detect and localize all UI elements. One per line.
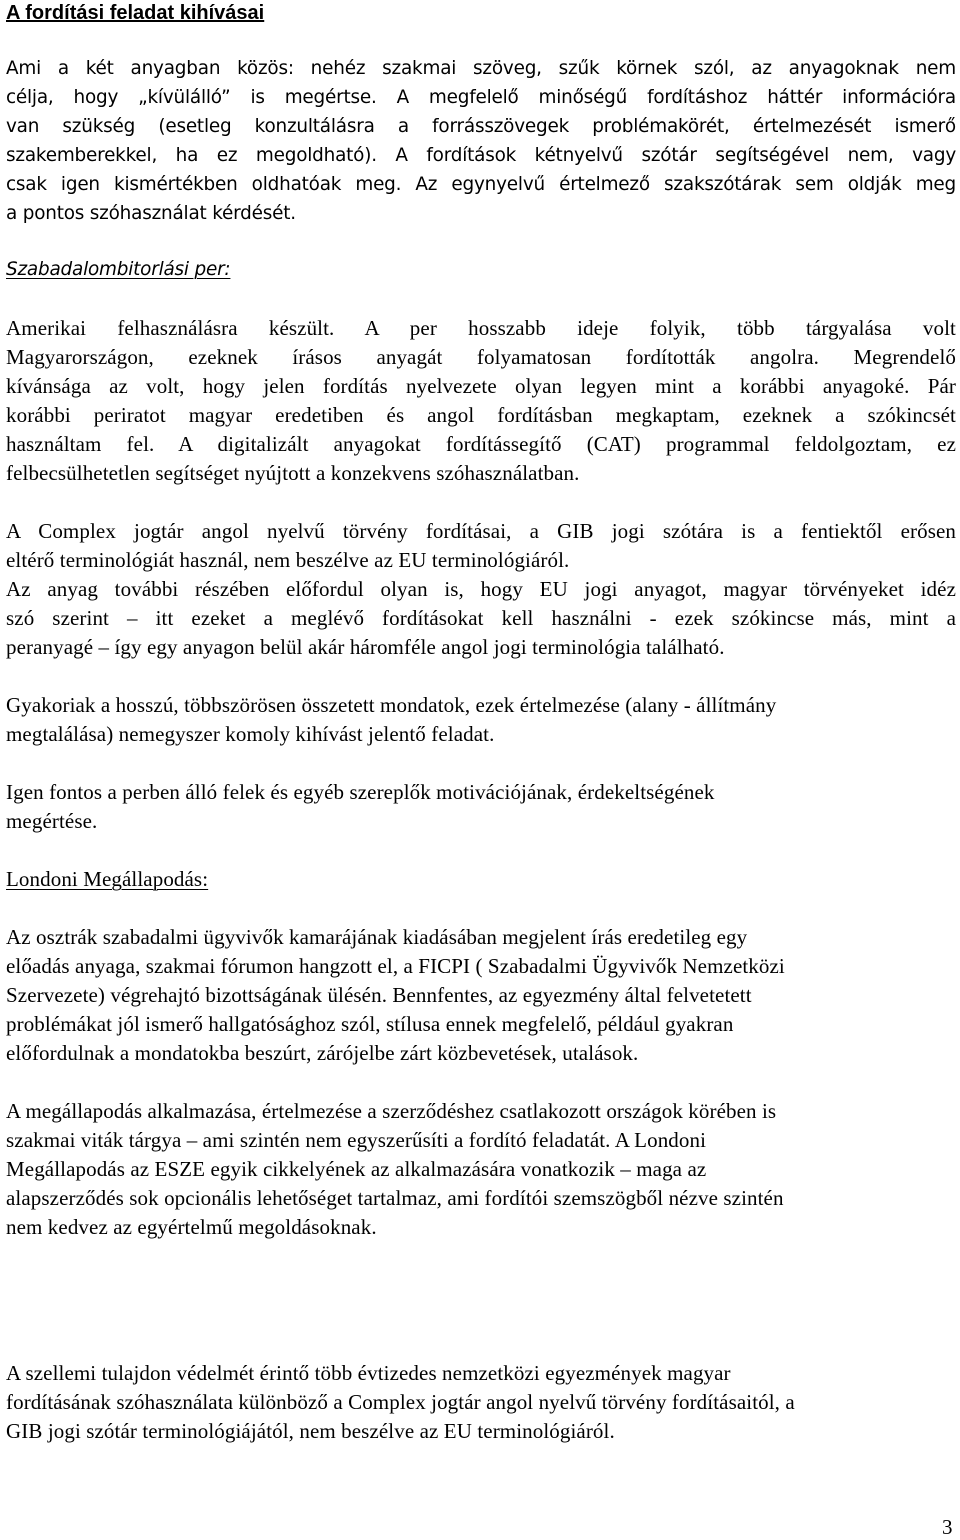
section1-p3-line: megtalálása) nemegyszer komoly kihívást jelentő feladat. (6, 722, 495, 746)
intro-line: van szükség (esetleg konzultálásra a forrásszövegek problémakörét, értelmezését ismerő (6, 116, 956, 137)
section1-p1-line: korábbi periratot magyar eredetiben és angol fordításban megkaptam, ezeknek a szókincsét (6, 403, 956, 427)
section2-p1-line: Szervezete) végrehajtó bizottságának ülésén. Bennfentes, az egyezmény által felvetetett (6, 983, 752, 1007)
page-number: 3 (942, 1515, 953, 1539)
section-heading-patent-infringement: Szabadalombitorlási per: (6, 259, 231, 280)
section1-p2-line: peranyagé – így egy anyagon belül akár háromféle angol jogi terminológia található. (6, 635, 725, 659)
intro-line: Ami a két anyagban közös: nehéz szakmai szöveg, szűk körnek szól, az anyagoknak nem (6, 58, 956, 79)
closing-line: A szellemi tulajdon védelmét érintő több évtizedes nemzetközi egyezmények magyar (6, 1361, 731, 1385)
section1-p2-line: szó szerint – itt ezeket a meglévő fordításokat kell használni - ezek szókincse más, mint a (6, 606, 956, 630)
section1-p2-line: Az anyag további részében előfordul olyan is, hogy EU jogi anyagot, magyar törvényeket idéz (6, 577, 956, 601)
section2-p1-line: Az osztrák szabadalmi ügyvivők kamarájának kiadásában megjelent írás eredetileg egy (6, 925, 748, 949)
section1-p3-line: Gyakoriak a hosszú, többszörösen összetett mondatok, ezek értelmezése (alany - állítmány (6, 693, 777, 717)
section-heading-london-agreement: Londoni Megállapodás: (6, 867, 209, 891)
intro-line: a pontos szóhasználat kérdését. (6, 203, 296, 224)
section2-p1-line: előadás anyaga, szakmai fórumon hangzott el, a FICPI ( Szabadalmi Ügyvivők Nemzetközi (6, 954, 785, 978)
section2-p2-line: Megállapodás az ESZE egyik cikkelyének az alkalmazására vonatkozik – maga az (6, 1157, 707, 1181)
closing-line: fordításának szóhasználata különböző a Complex jogtár angol nyelvű törvény fordításaitól, a (6, 1390, 795, 1414)
section2-p2-line: alapszerződés sok opcionális lehetőséget tartalmaz, ami fordítói szemszögből nézve szintén (6, 1186, 784, 1210)
closing-line: GIB jogi szótár terminológiájától, nem beszélve az EU terminológiáról. (6, 1419, 615, 1443)
section1-p2-line: eltérő terminológiát használ, nem beszélve az EU terminológiáról. (6, 548, 570, 572)
intro-line: csak igen kismértékben oldhatóak meg. Az egynyelvű értelmező szakszótárak sem oldják meg (6, 174, 956, 195)
section1-p1-line: használtam fel. A digitalizált anyagokat fordítássegítő (CAT) programmal feldolgoztam, ez (6, 432, 956, 456)
section1-p1-line: Amerikai felhasználásra készült. A per hosszabb ideje folyik, több tárgyalása volt (6, 316, 956, 340)
page-title: A fordítási feladat kihívásai (6, 2, 265, 24)
section1-p1-line: Magyarországon, ezeknek írásos anyagát folyamatosan fordították angolra. Megrendelő (6, 345, 956, 369)
section1-p1-line: felbecsülhetetlen segítséget nyújtott a konzekvens szóhasználatban. (6, 461, 580, 485)
section2-p1-line: előfordulnak a mondatokba beszúrt, zárójelbe zárt közbevetések, utalások. (6, 1041, 639, 1065)
intro-line: célja, hogy „kívülálló” is megértse. A megfelelő minőségű fordításhoz háttér információra (6, 87, 956, 108)
intro-line: szakemberekkel, ha ez megoldható). A fordítások kétnyelvű szótár segítségével nem, vagy (6, 145, 956, 166)
section2-p2-line: szakmai viták tárgya – ami szintén nem egyszerűsíti a fordító feladatát. A Londoni (6, 1128, 707, 1152)
section1-p4-line: Igen fontos a perben álló felek és egyéb szereplők motivációjának, érdekeltségének (6, 780, 715, 804)
section2-p2-line: nem kedvez az egyértelmű megoldásoknak. (6, 1215, 377, 1239)
section2-p2-line: A megállapodás alkalmazása, értelmezése a szerződéshez csatlakozott országok körében is (6, 1099, 777, 1123)
section2-p1-line: problémákat jól ismerő hallgatósághoz szól, stílusa ennek megfelelő, például gyakran (6, 1012, 734, 1036)
section1-p1-line: kívánsága az volt, hogy jelen fordítás nyelvezete olyan legyen mint a korábbi anyagoké. Pár (6, 374, 956, 398)
section1-p4-line: megértése. (6, 809, 98, 833)
section1-p2-line: A Complex jogtár angol nyelvű törvény fordításai, a GIB jogi szótára is a fentiektől erősen (6, 519, 956, 543)
